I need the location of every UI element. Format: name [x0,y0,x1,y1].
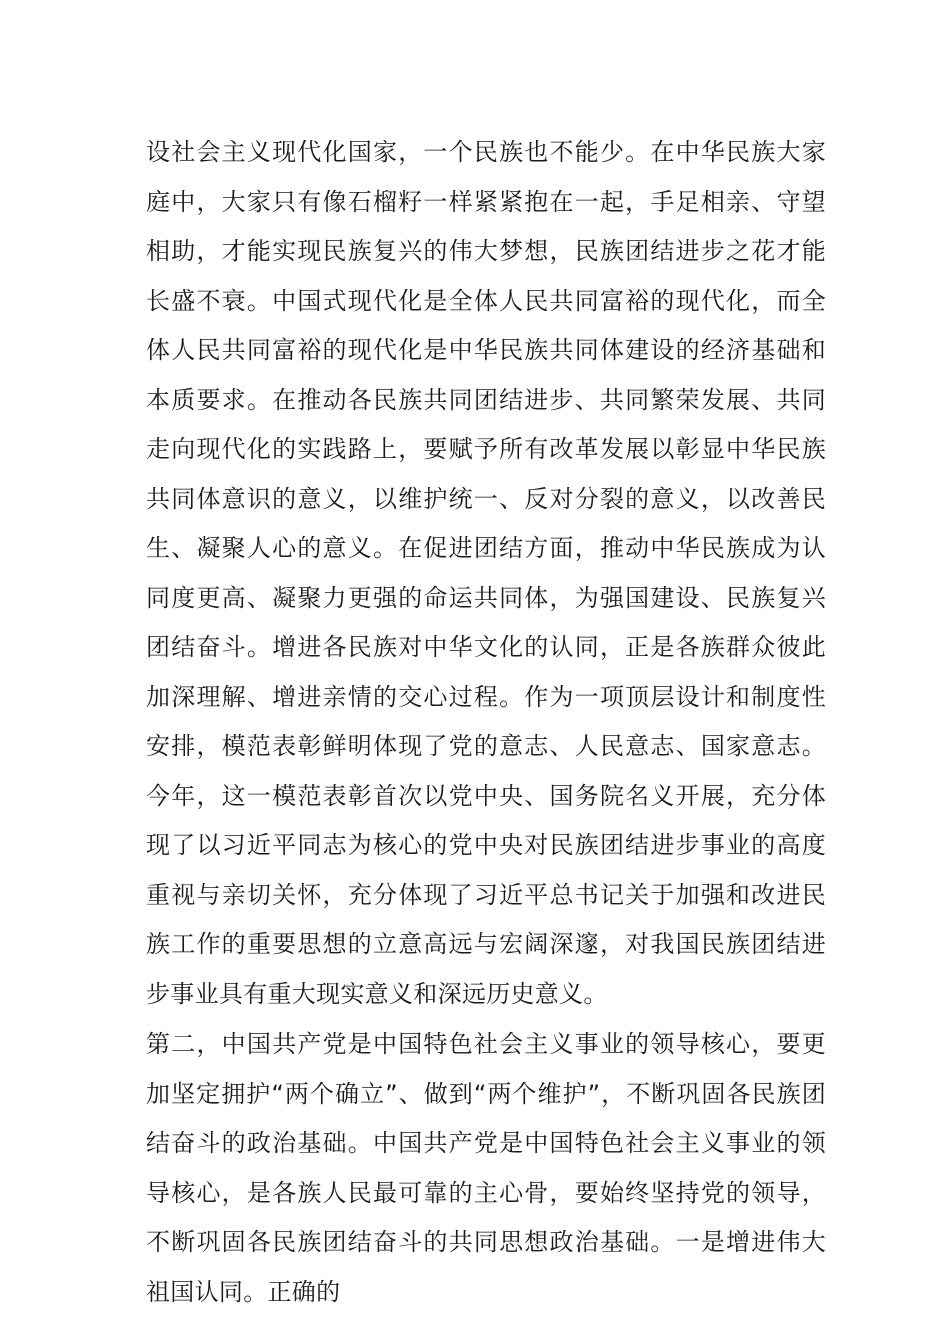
body-paragraph: 设社会主义现代化国家，一个民族也不能少。在中华民族大家庭中，大家只有像石榴籽一样紧紧抱在一起，手足相亲、守望相助，才能实现民族复兴的伟大梦想，民族团结进步之花才能长盛不衰。中国式现代化是全体人民共同富裕的现代化，而全体人民共同富裕的现代化是中华民族共同体建设的经济基础和本质要求。在推动各民族共同团结进步、共同繁荣发展、共同走向现代化的实践路上，要赋予所有改革发展以彰显中华民族共同体意识的意义，以维护统一、反对分裂的意义，以改善民生、凝聚人心的意义。在促进团结方面，推动中华民族成为认同度更高、凝聚力更强的命运共同体，为强国建设、民族复兴团结奋斗。增进各民族对中华文化的认同，正是各族群众彼此加深理解、增进亲情的交心过程。作为一项顶层设计和制度性安排，模范表彰鲜明体现了党的意志、人民意志、国家意志。今年，这一模范表彰首次以党中央、国务院名义开展，充分体现了以习近平同志为核心的党中央对民族团结进步事业的高度重视与亲切关怀，充分体现了习近平总书记关于加强和改进民族工作的重要思想的立意高远与宏阔深邃，对我国民族团结进步事业具有重大现实意义和深远历史意义。 [146,138,826,1008]
body-paragraph: 第二，中国共产党是中国特色社会主义事业的领导核心，要更加坚定拥护“两个确立”、做到“两个维护”，不断巩固各民族团结奋斗的政治基础。中国共产党是中国特色社会主义事业的领导核心，是各族人民最可靠的主心骨，要始终坚持党的领导，不断巩固各民族团结奋斗的共同思想政治基础。一是增进伟大祖国认同。正确的 [146,1030,826,1306]
